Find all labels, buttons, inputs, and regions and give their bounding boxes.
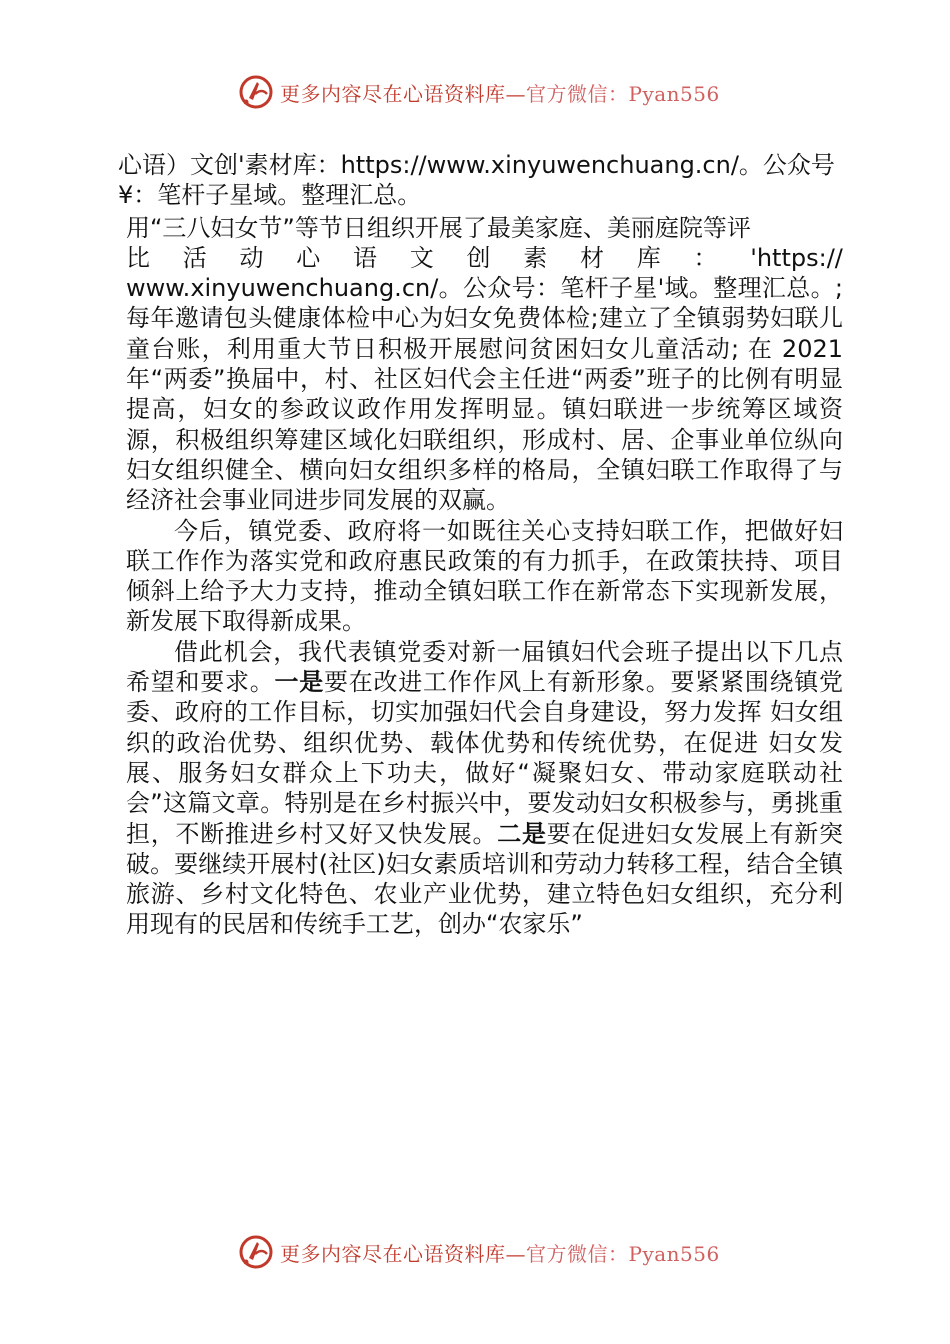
spread-char: 素 [523, 243, 548, 272]
spread-char: 比 [126, 243, 150, 272]
footer-banner [238, 1232, 720, 1272]
paragraph-1 [126, 213, 843, 516]
emphasis-first: 一是 [274, 668, 324, 697]
spread-char: 心 [296, 243, 321, 272]
emphasis-second: 二是 [497, 819, 547, 848]
spread-char: 创 [466, 243, 491, 272]
main-text [126, 213, 843, 940]
header-banner-text: 更多内容尽在心语资料库—官方微信：Pyan556 [280, 81, 720, 106]
intro-line-1: 心语）文创'素材库：https://www.xinyuwenchuang.cn/。公众号 [118, 151, 835, 179]
brand-logo-icon [238, 74, 274, 110]
spread-char: 库 [636, 243, 661, 272]
footer-wechat: 官方微信：Pyan556 [526, 1241, 720, 1266]
paragraph-1-line-1: 用“三八妇女节”等节日组织开展了最美家庭、美丽庭院等评 [126, 213, 751, 242]
paragraph-3-text-a: 借此机会，我代表镇党委对新一届镇妇代会班子提出以下几点希望和要求。 [126, 637, 843, 697]
spread-char: 'https:// [750, 243, 843, 272]
brand-logo-icon [238, 1234, 274, 1270]
paragraph-1-rest: www.xinyuwenchuang.cn/。公众号：笔杆子星'域。整理汇总。;每年邀请包头健康体检中心为妇女免费体检;建立了全镇弱势妇联儿童台账，利用重大节日积极开展慰问贫困妇女儿童活动; 在 2021 年“两委”换届中，村、社区妇代会主任进“两委”班子的比例有明显提高，妇女的参政议政作用发挥明显。镇妇联进一步统筹区域资源，积极组织筹建区域化妇联组织，形成村、居、企事业单位纵向妇女组织健全、横向妇女组织多样的格局，全镇妇联工作取得了与经济社会事业同进步同发展的双赢。 [126, 274, 843, 515]
spread-char: 语 [353, 243, 377, 272]
header-wechat: 官方微信：Pyan556 [526, 81, 720, 106]
intro-block [118, 150, 863, 211]
paragraph-3-text-b: 要在改进工作作风上有新形象。要紧紧围绕镇党委、政府的工作目标，切实加强妇代会自身建设，努力发挥 妇女组织的政治优势、组织优势、载体优势和传统优势，在促进 妇女发展、服务妇女群众上下功夫，做好“凝聚妇女、带动家庭联动社会”这篇文章。特别是在乡村振兴中，要发动妇女积极参与，勇挑重担，不断推进乡村又好又快发展。 [126, 668, 843, 848]
spread-char: 材 [580, 243, 604, 272]
paragraph-3-text-c: 要在促进妇女发展上有新突破。要继续开展村(社区)妇女素质培训和劳动力转移工程，结合全镇旅游、乡村文化特色、农业产业优势，建立特色妇女组织，充分利用现有的民居和传统手工艺，创办“农家乐” [126, 819, 843, 939]
spread-char: ： [693, 243, 718, 272]
paragraph-3 [126, 637, 843, 940]
header-banner [238, 72, 720, 112]
document-body [118, 150, 863, 940]
paragraph-1-spread-line [126, 243, 843, 273]
spread-char: 活 [182, 243, 207, 272]
spread-char: 文 [409, 243, 434, 272]
spread-char: 动 [239, 243, 264, 272]
intro-line-2: ¥：笔杆子星域。整理汇总。 [118, 181, 422, 210]
paragraph-2: 今后，镇党委、政府将一如既往关心支持妇联工作，把做好妇联工作作为落实党和政府惠民政策的有力抓手，在政策扶持、项目倾斜上给予大力支持，推动全镇妇联工作在新常态下实现新发展，新发展下取得新成果。 [126, 516, 843, 636]
footer-banner-text: 更多内容尽在心语资料库—官方微信：Pyan556 [280, 1241, 720, 1266]
